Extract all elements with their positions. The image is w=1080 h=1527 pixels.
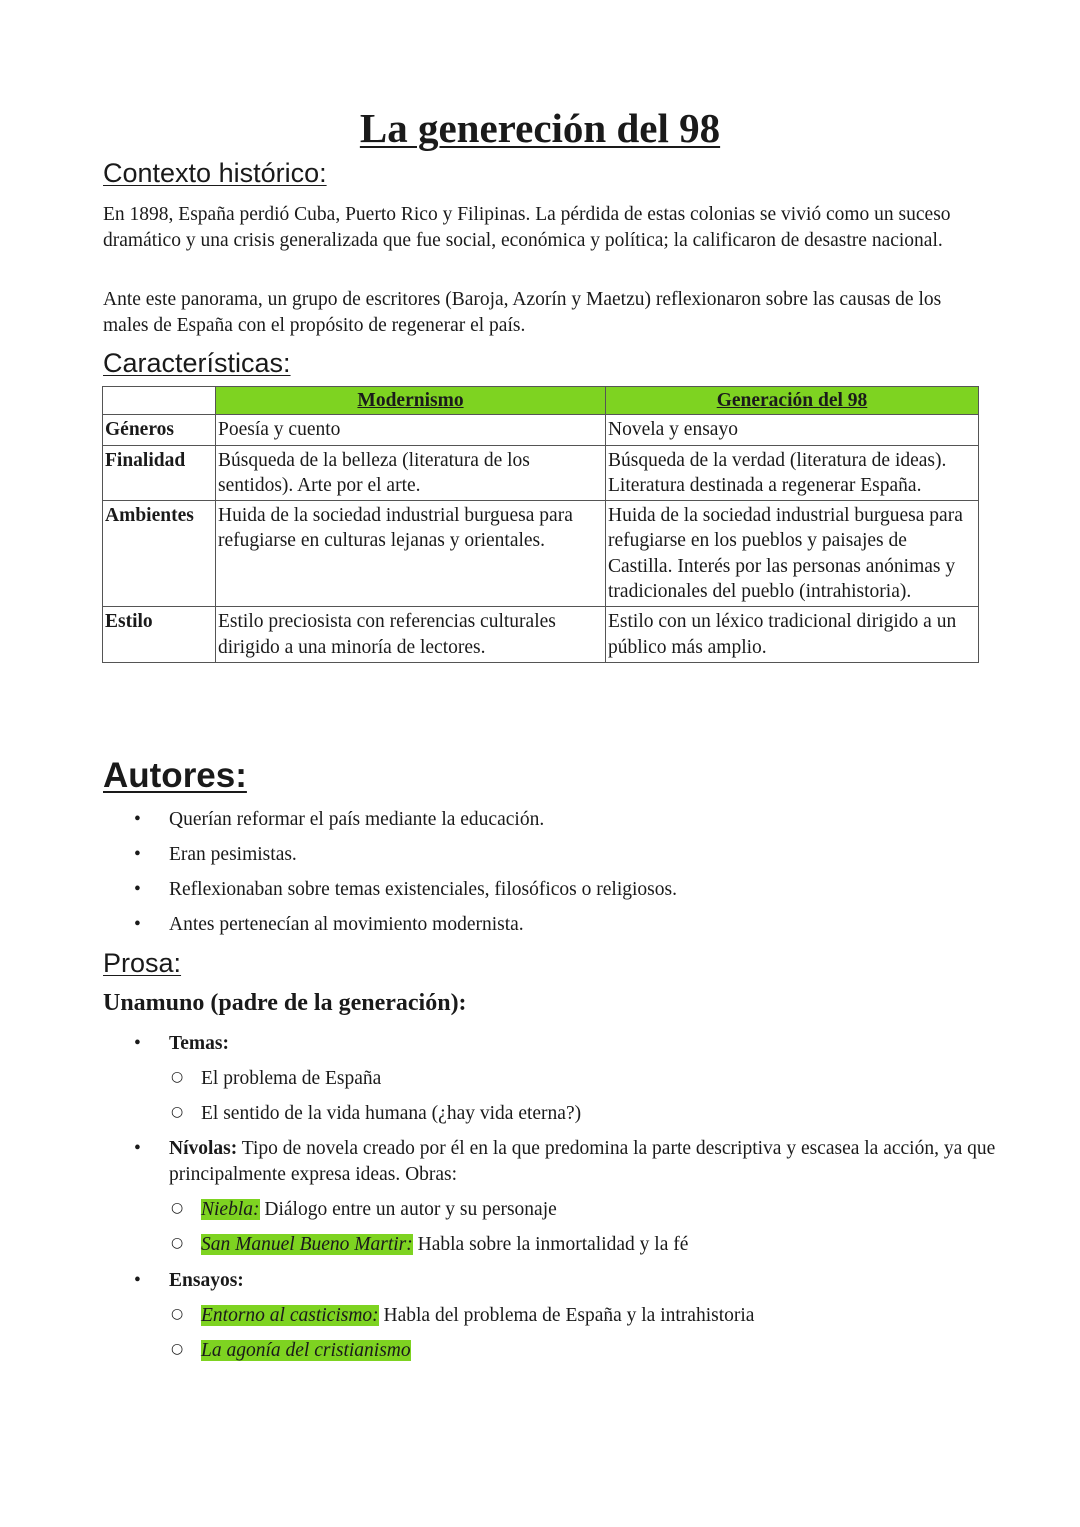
contexto-heading: Contexto histórico: [103,158,327,188]
list-item [103,912,983,947]
autores-heading: Autores: [103,756,247,795]
list-item-text: Antes pertenecían al movimiento modernista. [169,914,524,935]
caracteristicas-heading: Características: [103,348,291,378]
bullet-icon: • [134,809,141,830]
table-cell: Búsqueda de la verdad (literatura de ideas). Literatura destinada a regenerar España. [606,445,979,501]
sublist-item [103,1101,1080,1127]
work-description: Habla del problema de España y la intrahistoria [378,1305,755,1326]
circle-bullet-icon: ○ [171,1200,184,1216]
table-cell: Búsqueda de la belleza (literatura de los sentidos). Arte por el arte. [216,445,606,501]
row-label-generos: Géneros [103,415,216,445]
sublist-item-text: El problema de España [201,1068,382,1089]
table-corner-cell [103,387,216,415]
nivolas-item [103,1136,1049,1187]
list-item-text: Reflexionaban sobre temas existenciales, filosóficos o religiosos. [169,879,677,900]
bullet-icon: • [134,879,141,900]
unamuno-heading: Unamuno (padre de la generación): [103,990,467,1016]
table-row [103,415,979,445]
table-cell: Poesía y cuento [216,415,606,445]
circle-bullet-icon: ○ [171,1069,184,1085]
circle-bullet-icon: ○ [171,1306,184,1322]
sublist-item [103,1303,1080,1329]
sublist-item-text: El sentido de la vida humana (¿hay vida eterna?) [201,1103,582,1124]
work-title-highlight: Entorno al casticismo: [201,1305,379,1326]
sublist-item [103,1232,1080,1258]
bullet-icon: • [134,1033,141,1054]
contexto-paragraph-1: En 1898, España perdió Cuba, Puerto Rico y Filipinas. La pérdida de estas colonias se vivió como un suceso dramático y una crisis generalizada que fue social, económica y política; la calificaron de desastre nacional. [103,204,951,251]
bullet-icon: • [134,914,141,935]
bullet-icon: • [134,844,141,865]
bullet-icon: • [134,1138,141,1159]
list-item [103,842,983,877]
autores-list [103,807,983,947]
table-cell: Estilo con un léxico tradicional dirigido a un público más amplio. [606,607,979,663]
contexto-paragraph-2: Ante este panorama, un grupo de escritores (Baroja, Azorín y Maetzu) reflexionaron sobre las causas de los males de España con el propósito de regenerar el país. [103,289,942,336]
circle-bullet-icon: ○ [171,1104,184,1120]
list-item-text: Querían reformar el país mediante la educación. [169,809,545,830]
work-title-highlight: La agonía del cristianismo [201,1340,411,1361]
row-label-estilo: Estilo [103,607,216,663]
list-item [103,877,983,912]
column-header-generacion: Generación del 98 [606,387,979,415]
work-description: Diálogo entre un autor y su personaje [259,1199,557,1220]
bullet-icon: • [134,1270,141,1291]
work-description: Habla sobre la inmortalidad y la fé [412,1234,689,1255]
work-title-highlight: San Manuel Bueno Martir: [201,1234,413,1255]
sublist-item [103,1066,1080,1092]
row-label-finalidad: Finalidad [103,445,216,501]
prosa-heading: Prosa: [103,948,182,978]
page-title: La genereción del 98 [359,105,721,151]
comparison-table [102,386,979,663]
temas-item [103,1031,1049,1057]
table-header-row [103,387,979,415]
ensayos-label: Ensayos: [169,1270,244,1291]
sublist-item [103,1197,1080,1223]
table-cell: Estilo preciosista con referencias culturales dirigido a una minoría de lectores. [216,607,606,663]
table-cell: Huida de la sociedad industrial burguesa para refugiarse en culturas lejanas y orientales. [216,501,606,607]
nivolas-label: Nívolas: [169,1138,238,1159]
row-label-ambientes: Ambientes [103,501,216,607]
list-item [103,807,983,842]
table-row [103,501,979,607]
ensayos-item [103,1268,1049,1294]
sublist-item [103,1338,1080,1364]
circle-bullet-icon: ○ [171,1341,184,1357]
table-row [103,607,979,663]
work-title-highlight: Niebla: [201,1199,260,1220]
table-row [103,445,979,501]
temas-label: Temas: [169,1033,229,1054]
list-item-text: Eran pesimistas. [169,844,297,865]
table-cell: Huida de la sociedad industrial burguesa para refugiarse en los pueblos y paisajes de Castilla. Interés por las personas anónimas y tradicionales del pueblo (intrahistoria). [606,501,979,607]
table-cell: Novela y ensayo [606,415,979,445]
circle-bullet-icon: ○ [171,1235,184,1251]
column-header-modernismo: Modernismo [216,387,606,415]
nivolas-description: Tipo de novela creado por él en la que predomina la parte descriptiva y escasea la acción, ya que principalmente expresa ideas. Obras: [169,1138,996,1185]
